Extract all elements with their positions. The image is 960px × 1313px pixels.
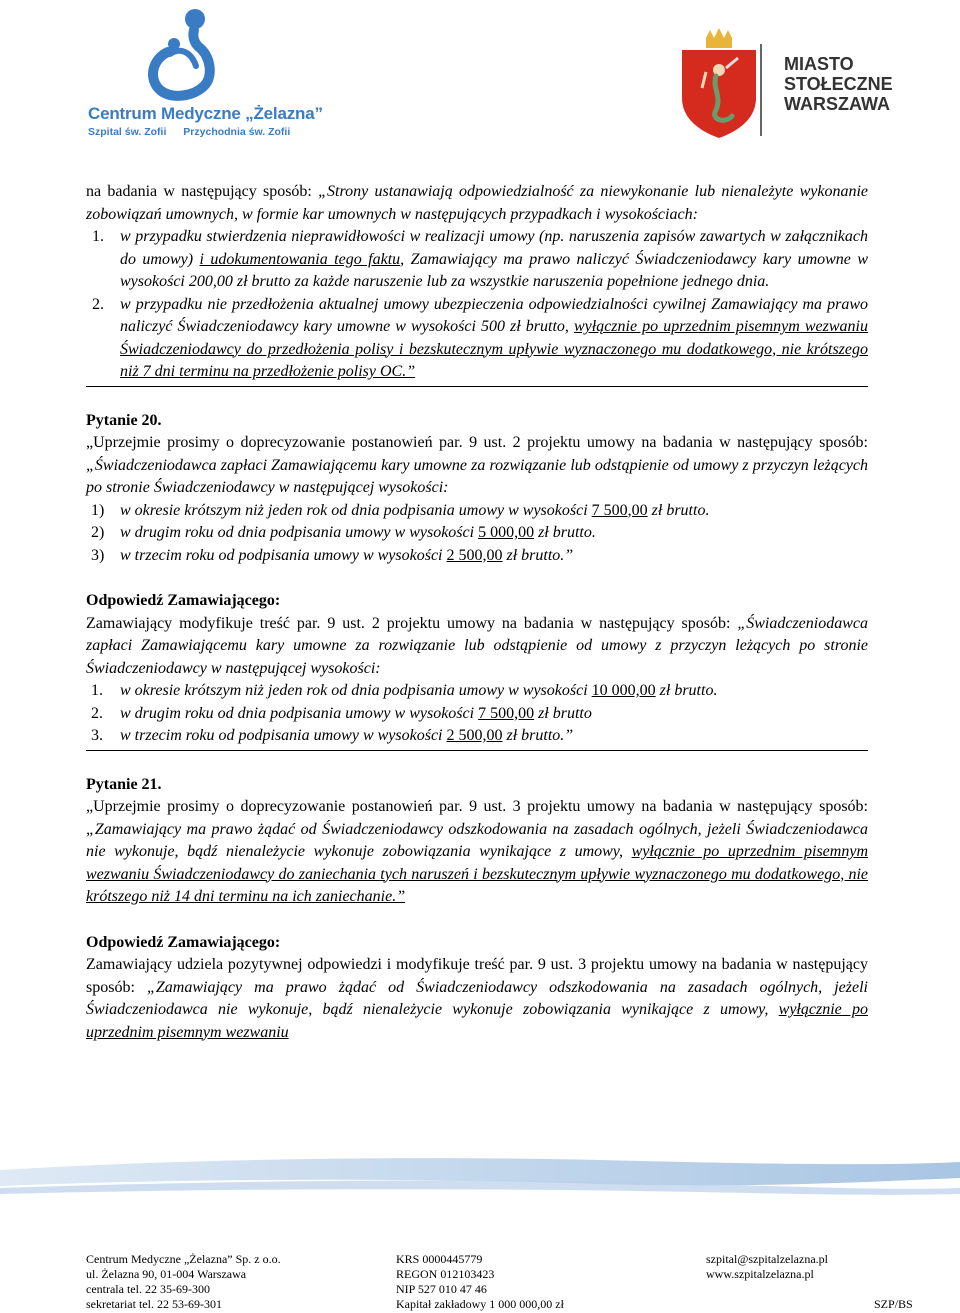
question-20-quote: „Świadczeniodawca zapłaci Zamawiającemu kary umowne za rozwiązanie lub odstąpienie od umowy z przyczyn leżących po stronie Świadczeniodawcy w następującej wysokości: xyxy=(86,456,868,496)
list-item-text: zł brutto.” xyxy=(502,727,574,744)
list-item-text: w przypadku nie przedłożenia aktualnej umowy ubezpieczenia odpowiedzialności cywilnej Zamawiający ma prawo naliczyć Świadczeniodawcy kary umowne w wysokości 500 zł brutto, xyxy=(120,295,868,335)
centrum-medyczne-logo xyxy=(82,4,323,144)
warszawa-crest-icon xyxy=(676,28,776,148)
list-item-amount: 2 500,00 xyxy=(446,727,503,744)
list-item xyxy=(86,545,868,568)
list-item xyxy=(86,294,868,384)
list-item-text: w przypadku stwierdzenia nieprawidłowości w realizacji umowy (np. naruszenia zapisów zawartych w załącznikach do umowy) xyxy=(120,228,868,268)
footer-phone-central: centrala tel. 22 35-69-300 xyxy=(86,1282,210,1296)
list-item-number: 3) xyxy=(91,546,105,564)
szpital-label: Szpital św. Zofii xyxy=(88,126,167,138)
list-item-text: w drugim roku od dnia podpisania umowy w wysokości xyxy=(120,704,479,722)
answer-20-list xyxy=(86,680,868,748)
list-item-number: 1. xyxy=(92,228,104,245)
list-item xyxy=(86,680,868,703)
intro-quote: „Strony ustanawiają odpowiedzialność za niewykonanie lub nienależyte wykonanie zobowiązań umownych, w formie kar umownych w następujących przypadkach i wysokościach: xyxy=(86,183,869,223)
intro-paragraph xyxy=(86,181,868,226)
list-item-number: 2) xyxy=(91,524,105,541)
list-item-text: w okresie krótszym niż jeden rok od dnia podpisania umowy w wysokości xyxy=(120,501,592,519)
list-item xyxy=(86,226,868,294)
footer-nip: NIP 527 010 47 46 xyxy=(396,1282,487,1296)
list-item-amount: 2 500,00 xyxy=(446,546,503,564)
footer-krs: KRS 0000445779 xyxy=(396,1252,483,1266)
list-item xyxy=(86,725,868,748)
intro-list xyxy=(86,226,868,384)
answer-21-quote: „Zamawiający ma prawo żądać od Świadczeniodawcy odszkodowania na zasadach ogólnych, jeżeli Świadczeniodawca nie wykonuje, bądź nienależycie wykonuje zobowiązania wynikające z umowy, xyxy=(86,978,868,1018)
list-item-underlined: wyłącznie po uprzednim pisemnym wezwaniu Świadczeniodawcy do przedłożenia polisy i bezskutecznym upływie wyznaczonego mu dodatkowego, nie krótszego niż 7 dni terminu na przedłożenie polisy OC.” xyxy=(120,318,868,380)
list-item-text: w okresie krótszym niż jeden rok od dnia podpisania umowy w wysokości xyxy=(120,682,592,699)
list-item xyxy=(86,703,868,726)
city-line-1: MIASTO xyxy=(784,54,854,74)
list-item-text: zł brutto. xyxy=(534,524,596,541)
list-item-number: 1. xyxy=(91,682,103,699)
answer-21-quote-underlined: wyłącznie po uprzednim pisemnym wezwaniu xyxy=(86,1001,869,1041)
city-line-3: WARSZAWA xyxy=(784,94,890,114)
warszawa-logo xyxy=(676,28,896,148)
question-20-title: Pytanie 20. xyxy=(86,411,162,429)
question-21-quote-underlined: wyłącznie po uprzednim pisemnym wezwaniu Świadczeniodawcy do zaniechania tych naruszeń i bezskutecznym upływie wyznaczonego mu dodatkowego, nie krótszego niż 14 dni terminu na ich zaniechanie.” xyxy=(86,843,868,905)
list-item-amount: 10 000,00 xyxy=(591,682,656,699)
centrum-medyczne-subtitle xyxy=(88,126,304,138)
przychodnia-label: Przychodnia św. Zofii xyxy=(183,126,291,138)
footer-website-link[interactable]: www.szpitalzelazna.pl xyxy=(706,1267,814,1281)
footer-wave-decoration xyxy=(0,1148,960,1248)
list-item-underlined: i udokumentowania tego faktu xyxy=(199,250,401,268)
question-21-text xyxy=(86,796,868,909)
list-item xyxy=(86,500,868,523)
list-item-text: zł brutto. xyxy=(647,501,710,519)
list-item-text: w trzecim roku od podpisania umowy w wysokości xyxy=(120,727,447,744)
answer-20-quote: „Świadczeniodawca zapłaci Zamawiającemu kary umowne za rozwiązanie lub odstąpienie od umowy z przyczyn leżących po stronie Świadczeniodawcy w następującej wysokości: xyxy=(86,614,868,677)
footer-registry-column xyxy=(396,1252,564,1312)
list-item-text: zł brutto xyxy=(534,704,592,722)
answer-20-title: Odpowiedź Zamawiającego: xyxy=(86,592,281,609)
list-item-amount: 7 500,00 xyxy=(478,704,535,722)
list-item-amount: 5 000,00 xyxy=(478,524,535,541)
footer-company-name: Centrum Medyczne „Żelazna” Sp. z o.o. xyxy=(86,1252,281,1266)
list-item-number: 2. xyxy=(91,704,103,722)
answer-21-title: Odpowiedź Zamawiającego: xyxy=(86,933,281,951)
list-item-number: 2. xyxy=(92,295,104,313)
question-21-title: Pytanie 21. xyxy=(86,775,162,793)
list-item-text: zł brutto. xyxy=(655,682,718,699)
document-body xyxy=(86,181,868,1044)
footer-company-column xyxy=(86,1252,281,1312)
question-21-intro: „Uprzejmie prosimy o doprecyzowanie postanowień par. 9 ust. 3 projektu umowy na badania w następujący sposób: xyxy=(86,798,868,815)
list-item-number: 3. xyxy=(91,727,103,744)
footer-phone-secretariat: sekretariat tel. 22 53-69-301 xyxy=(86,1297,222,1311)
answer-21-intro: Zamawiający udziela pozytywnej odpowiedzi i modyfikuje treść par. 9 ust. 3 projektu umowy na badania w następujący sposób: xyxy=(86,956,868,996)
list-item-text: w drugim roku od dnia podpisania umowy w wysokości xyxy=(120,524,479,541)
footer-email-link[interactable]: szpital@szpitalzelazna.pl xyxy=(706,1252,828,1266)
list-item-amount: 7 500,00 xyxy=(591,501,648,519)
mother-child-logo-icon xyxy=(82,4,312,104)
question-21-quote: „Zamawiający ma prawo żądać od Świadczeniodawcy odszkodowania na zasadach ogólnych, jeżeli Świadczeniodawca nie wykonuje, bądź nienależycie wykonuje zobowiązania wynikające z umowy, xyxy=(86,820,868,860)
page-header xyxy=(0,0,960,150)
list-item-text: w trzecim roku od podpisania umowy w wysokości xyxy=(120,546,447,564)
list-item xyxy=(86,522,868,545)
intro-prefix: na badania w następujący sposób: xyxy=(86,183,319,200)
footer-contact-column xyxy=(706,1252,828,1282)
city-line-2: STOŁECZNE xyxy=(784,74,893,94)
question-20-list xyxy=(86,500,868,568)
list-item-number: 1) xyxy=(91,501,105,519)
miasto-stoleczne-warszawa xyxy=(784,54,893,114)
list-item-text: , Zamawiający ma prawo naliczyć Świadczeniodawcy kary umowne w wysokości 200,00 zł brutto za każde naruszenie lub za wszystkie naruszenia popełnione jednego dnia. xyxy=(120,250,869,290)
answer-21-text xyxy=(86,954,868,1044)
footer-regon: REGON 012103423 xyxy=(396,1267,495,1281)
question-20-text xyxy=(86,432,868,500)
centrum-medyczne-name: Centrum Medyczne „Żelazna” xyxy=(88,104,323,123)
answer-20-intro: Zamawiający modyfikuje treść par. 9 ust. 2 projektu umowy na badania w następujący sposób: xyxy=(86,614,738,632)
document-code: SZP/BS xyxy=(874,1297,913,1311)
footer-address: ul. Żelazna 90, 01-004 Warszawa xyxy=(86,1267,247,1281)
list-item-text: zł brutto.” xyxy=(502,546,574,564)
answer-20-text xyxy=(86,613,868,681)
footer-capital: Kapitał zakładowy 1 000 000,00 zł xyxy=(396,1297,564,1311)
question-20-intro: „Uprzejmie prosimy o doprecyzowanie postanowień par. 9 ust. 2 projektu umowy na badania w następujący sposób: xyxy=(86,434,868,451)
